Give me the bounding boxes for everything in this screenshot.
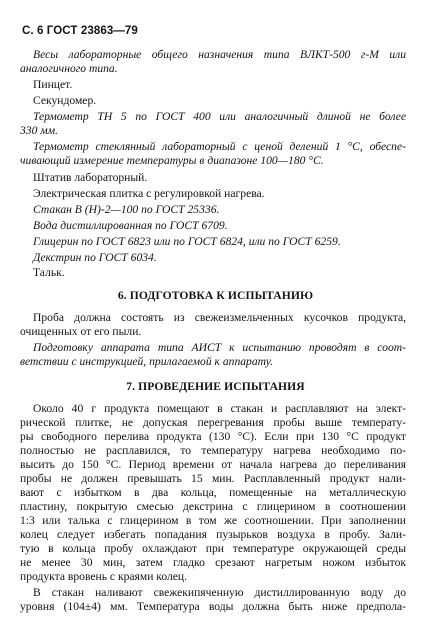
- equipment-line-7: Термометр стеклянный лабораторный с ценой делений 1 °С, обеспе-: [33, 140, 406, 153]
- equipment-line-1: Весы лабораторные общего назначения типа ВЛКТ-500 г-М или: [33, 48, 406, 61]
- section-6-line-1: Проба должна состоять из свежеизмельченных кусочков продукта,: [33, 311, 406, 324]
- equipment-line-3: Пинцет.: [33, 78, 73, 91]
- page-header: С. 6 ГОСТ 23863—79: [22, 25, 138, 37]
- equipment-line-6: 330 мм.: [20, 124, 58, 137]
- section-7-line-15: уровня (104±4) мм. Температура воды должна быть ниже предпола-: [20, 600, 406, 613]
- section-7-line-10: колец следует избегать попадания пузырьков воздуха в пробу. Зали-: [20, 528, 406, 541]
- section-7-line-8: пластину, покрытую смесью декстрина с глицерином в соотношении: [20, 500, 406, 513]
- equipment-line-13: Глицерин по ГОСТ 6823 или по ГОСТ 6824, или по ГОСТ 6259.: [33, 235, 341, 248]
- section-7-heading: 7. ПРОВЕДЕНИЕ ИСПЫТАНИЯ: [126, 380, 305, 393]
- section-6-heading: 6. ПОДГОТОВКА К ИСПЫТАНИЮ: [117, 289, 314, 302]
- equipment-line-10: Электрическая плитка с регулировкой нагрева.: [33, 187, 265, 200]
- equipment-line-11: Стакан В (Н)-2—100 по ГОСТ 25336.: [33, 203, 220, 216]
- equipment-line-8: чивающий измерение температуры в диапазоне 100—180 °С.: [20, 154, 324, 167]
- equipment-line-14: Декстрин по ГОСТ 6034.: [33, 251, 157, 264]
- section-7-line-2: рической плитке, не допуская перегревания пробы выше температу-: [20, 416, 406, 429]
- section-6-line-3: Подготовку аппарата типа АИСТ к испытанию проводят в соот-: [33, 341, 406, 354]
- equipment-line-12: Вода дистиллированная по ГОСТ 6709.: [33, 219, 228, 232]
- section-7-line-9: 1:3 или талька с глицерином в том же соотношении. При заполнении: [20, 514, 406, 527]
- section-7-line-12: не менее 30 мин, затем гладко срезают нагретым ножом избыток: [20, 556, 406, 569]
- section-7-line-1: Около 40 г продукта помещают в стакан и расплавляют на элект-: [33, 402, 406, 415]
- section-7-line-6: пробы не должен превышать 15 мин. Расплавленный продукт нали-: [20, 472, 406, 485]
- equipment-line-15: Тальк.: [33, 266, 65, 279]
- equipment-line-2: аналогичного типа.: [20, 62, 118, 75]
- section-6-line-4: ветствии с инструкцией, прилагаемой к аппарату.: [20, 355, 274, 368]
- section-7-line-13: продукта вровень с краями колец.: [20, 570, 188, 583]
- section-7-line-7: вают с избытком в два кольца, помещенные на металлическую: [20, 486, 406, 499]
- section-7-line-4: полностью не расплавился, то температуру нагрева необходимо по-: [20, 444, 406, 457]
- section-7-line-14: В стакан наливают свежекипяченную дистиллированную воду до: [33, 586, 406, 599]
- section-7-line-11: тую в кольца пробу охлаждают при температуре окружающей среды: [20, 542, 406, 555]
- equipment-line-9: Штатив лабораторный.: [33, 171, 148, 184]
- equipment-line-5: Термометр ТН 5 по ГОСТ 400 или аналогичный длиной не более: [33, 110, 406, 123]
- section-7-line-5: высить до 150 °С. Период времени от начала нагрева до переливания: [20, 458, 406, 471]
- equipment-line-4: Секундомер.: [33, 94, 97, 107]
- section-6-line-2: очищенных от его пыли.: [20, 325, 142, 338]
- section-7-line-3: ры свободного перелива продукта (130 °С). Если при 130 °С продукт: [20, 430, 406, 443]
